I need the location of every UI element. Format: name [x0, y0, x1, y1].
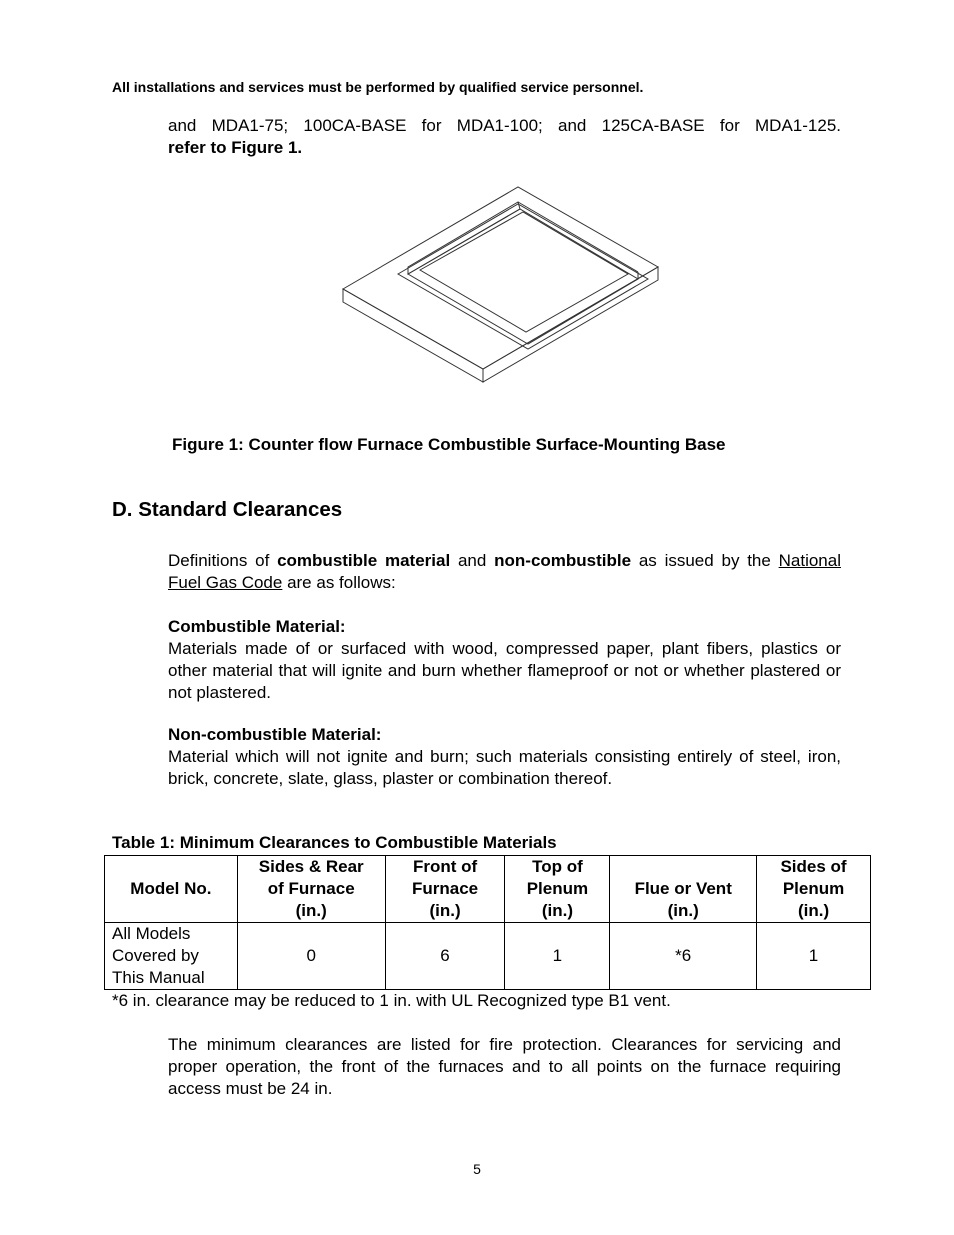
table-footnote: *6 in. clearance may be reduced to 1 in. with UL Recognized type B1 vent.: [112, 991, 671, 1010]
base-left-face: [343, 289, 483, 382]
figure-reference: refer to Figure 1.: [168, 138, 303, 157]
cell-front: 6: [385, 923, 505, 990]
intro-paragraph: [168, 115, 841, 159]
table-row: [105, 923, 871, 990]
table-header-row: [105, 856, 871, 923]
section-heading: D. Standard Clearances: [112, 498, 343, 521]
header-note: All installations and services must be performed by qualified service personnel.: [112, 79, 644, 95]
base-opening: [420, 212, 628, 332]
figure-caption: Figure 1: Counter flow Furnace Combustible Surface-Mounting Base: [172, 435, 726, 454]
cell-top-plenum: 1: [505, 923, 610, 990]
header-flue-vent: Flue or Vent (in.): [610, 856, 757, 923]
noncombustible-text: Material which will not ignite and burn; such materials consisting entirely of steel, iron, brick, concrete, slate, glass, plaster or combination thereof.: [168, 747, 841, 788]
header-sides-rear: Sides & Rear of Furnace (in.): [237, 856, 385, 923]
cell-model: All Models Covered by This Manual: [105, 923, 238, 990]
combustible-title: Combustible Material:: [168, 617, 346, 636]
table-title: Table 1: Minimum Clearances to Combustible Materials: [112, 833, 557, 852]
cell-sides-rear: 0: [237, 923, 385, 990]
header-sides-plenum: Sides of Plenum (in.): [757, 856, 871, 923]
definitions-paragraph: Definitions of combustible material and non-combustible as issued by the National Fuel Gas Code are as follows:: [168, 551, 841, 592]
page-number: 5: [473, 1161, 481, 1177]
header-model: Model No.: [105, 856, 238, 923]
cell-flue-vent: *6: [610, 923, 757, 990]
code-reference: National Fuel Gas Code: [168, 551, 841, 592]
mounting-base-figure: [338, 182, 668, 392]
header-top-plenum: Top of Plenum (in.): [505, 856, 610, 923]
noncombustible-definition: [168, 724, 841, 790]
combustible-text: Materials made of or surfaced with wood, compressed paper, plant fibers, plastics or other material that will ignite and burn whether flameproof or not or whether plastered or not plastered.: [168, 639, 841, 702]
term-noncombustible: non-combustible: [494, 551, 632, 570]
closing-text: The minimum clearances are listed for fire protection. Clearances for servicing and proper operation, the front of the furnaces and to all points on the furnace requiring access must be 24 in.: [168, 1035, 841, 1098]
header-front: Front of Furnace (in.): [385, 856, 505, 923]
intro-line: and MDA1-75; 100CA-BASE for MDA1-100; and 125CA-BASE for MDA1-125.: [168, 116, 841, 135]
closing-paragraph: [168, 1034, 841, 1100]
cell-sides-plenum: 1: [757, 923, 871, 990]
combustible-definition: [168, 616, 841, 704]
term-combustible: combustible material: [277, 551, 451, 570]
base-frame-outer: [398, 204, 648, 349]
noncombustible-title: Non-combustible Material:: [168, 725, 382, 744]
clearances-table: [104, 855, 871, 990]
